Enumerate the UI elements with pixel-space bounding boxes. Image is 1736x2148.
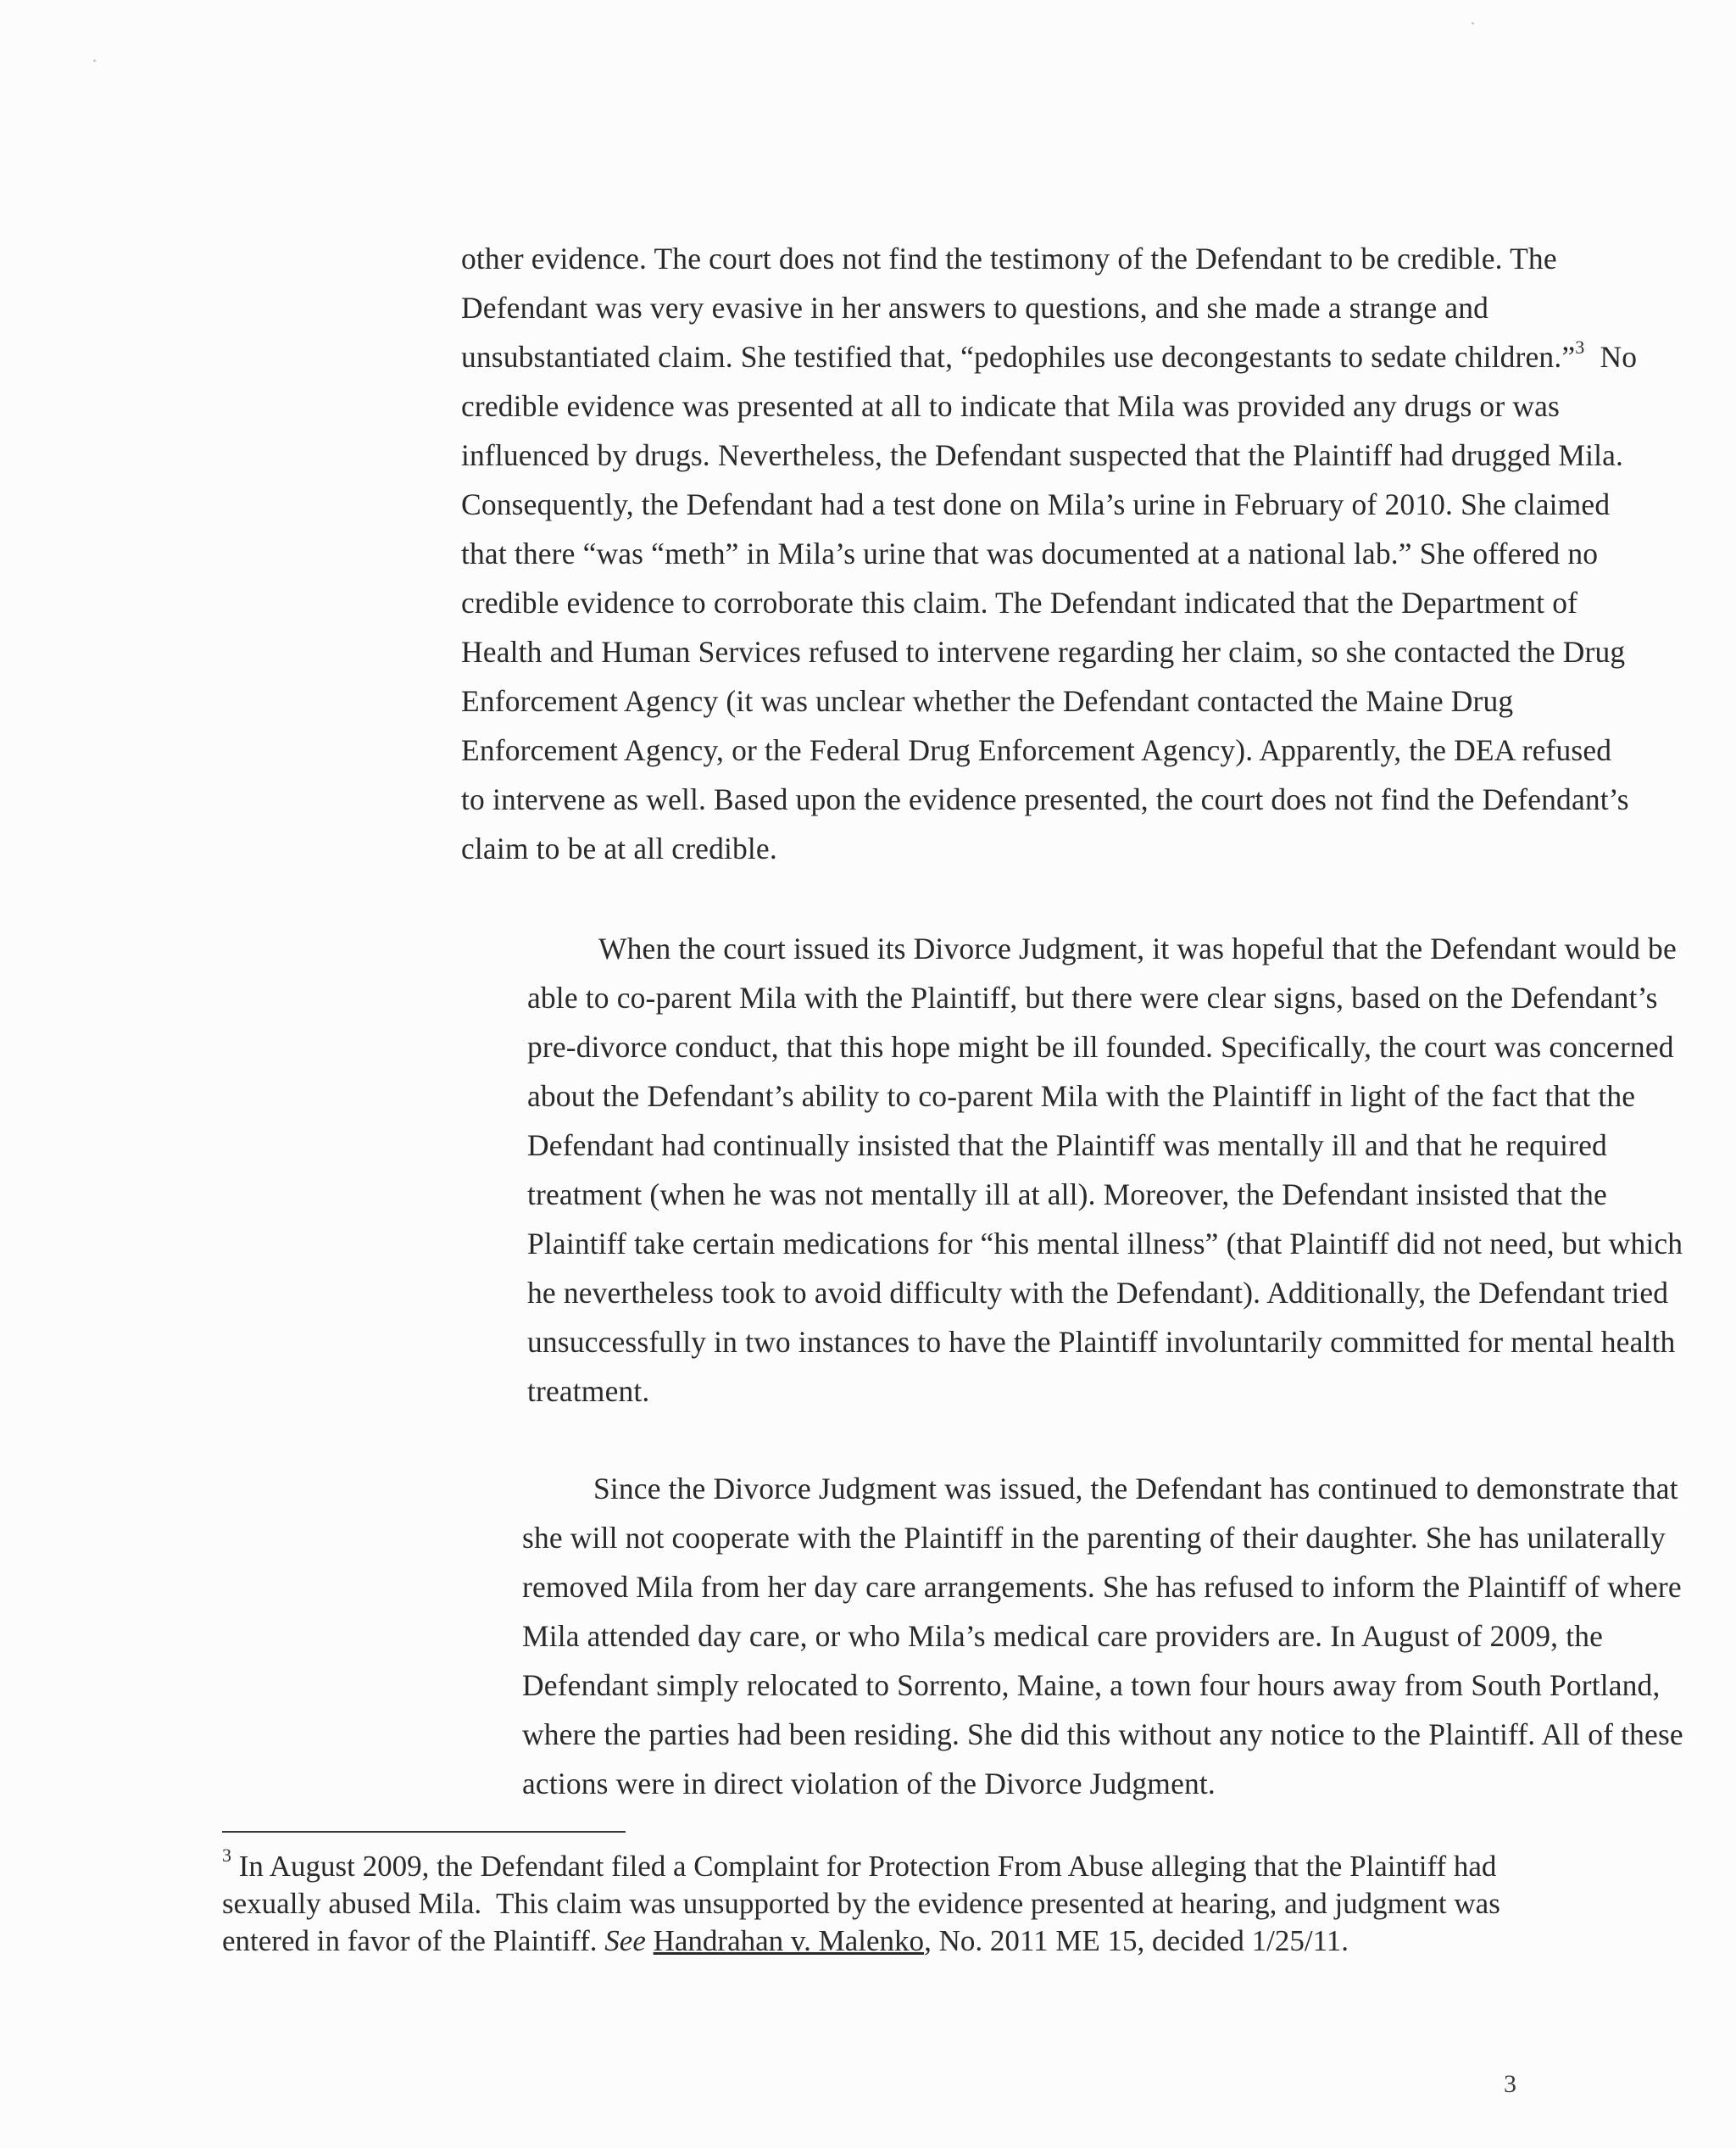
text-line: unsuccessfully in two instances to have the Plaintiff involuntarily committed for mental health [527, 1325, 1676, 1359]
text-line: Defendant simply relocated to Sorrento, Maine, a town four hours away from South Portland, [522, 1668, 1661, 1702]
paragraph-3 [451, 1464, 1736, 1808]
text-line: credible evidence to corroborate this claim. The Defendant indicated that the Department of [461, 586, 1578, 620]
text-line: Health and Human Services refused to intervene regarding her claim, so she contacted the Drug [461, 635, 1626, 669]
text-line: claim to be at all credible. [461, 832, 777, 865]
footnote-divider [222, 1831, 626, 1833]
text-line: about the Defendant’s ability to co-parent Mila with the Plaintiff in light of the fact that the [527, 1079, 1636, 1113]
text-line [461, 332, 1736, 381]
text-line: to intervene as well. Based upon the evidence presented, the court does not find the Defendant’s [461, 782, 1629, 816]
text-segment: unsubstantiated claim. She testified that, “pedophiles use decongestants to sedate children.” [461, 340, 1576, 374]
footnote-reference[interactable]: 3 [1575, 337, 1585, 359]
scan-speck [1472, 22, 1474, 25]
text-line: Enforcement Agency, or the Federal Drug Enforcement Agency). Apparently, the DEA refused [461, 733, 1612, 767]
text-line: Since the Divorce Judgment was issued, the Defendant has continued to demonstrate that [593, 1472, 1678, 1505]
text-line: other evidence. The court does not find the testimony of the Defendant to be credible. The [461, 242, 1557, 275]
text-line: credible evidence was presented at all to indicate that Mila was provided any drugs or was [461, 389, 1560, 423]
footnote-number: 3 [222, 1845, 231, 1867]
text-line: Defendant had continually insisted that the Plaintiff was mentally ill and that he required [527, 1128, 1607, 1162]
paragraph-2 [456, 924, 1736, 1416]
text-line: influenced by drugs. Nevertheless, the Defendant suspected that the Plaintiff had drugged Mila. [461, 438, 1624, 472]
text-segment: No [1584, 340, 1638, 374]
text-line: she will not cooperate with the Plaintiff in the parenting of their daughter. She has unilaterally [522, 1521, 1666, 1555]
text-line: pre-divorce conduct, that this hope might be ill founded. Specifically, the court was concerned [527, 1030, 1674, 1064]
scan-speck [93, 59, 96, 62]
text-line: Defendant was very evasive in her answers to questions, and she made a strange and [461, 291, 1489, 325]
text-line: treatment. [527, 1374, 650, 1408]
citation-signal: See [604, 1924, 646, 1957]
text-line: he nevertheless took to avoid difficulty with the Defendant). Additionally, the Defendant tried [527, 1276, 1669, 1310]
paragraph-1 [461, 234, 1736, 873]
text-line: When the court issued its Divorce Judgment, it was hopeful that the Defendant would be [598, 932, 1677, 965]
page-number: 3 [1504, 2070, 1516, 2098]
text-line: that there “was “meth” in Mila’s urine that was documented at a national lab.” She offered no [461, 537, 1599, 570]
case-citation: Handrahan v. Malenko [653, 1924, 925, 1957]
footnote-text: In August 2009, the Defendant filed a Complaint for Protection From Abuse alleging that the Plaintiff had sexually abused Mila. This claim was unsupported by the evidence presented at hearing, and judgment was entered in favor of the Plaintiff. [222, 1850, 1508, 1957]
text-line: treatment (when he was not mentally ill at all). Moreover, the Defendant insisted that the [527, 1177, 1607, 1211]
text-line: Mila attended day care, or who Mila’s medical care providers are. In August of 2009, the [522, 1619, 1604, 1653]
text-line: Enforcement Agency (it was unclear whether the Defendant contacted the Maine Drug [461, 684, 1514, 718]
footnote-text-end: , No. 2011 ME 15, decided 1/25/11. [924, 1924, 1349, 1957]
text-line: actions were in direct violation of the Divorce Judgment. [522, 1767, 1216, 1800]
text-line: Plaintiff take certain medications for “his mental illness” (that Plaintiff did not need, but which [527, 1227, 1683, 1260]
text-line: able to co-parent Mila with the Plaintiff, but there were clear signs, based on the Defendant’s [527, 981, 1658, 1015]
text-line: Consequently, the Defendant had a test done on Mila’s urine in February of 2010. She claimed [461, 487, 1611, 521]
text-line: removed Mila from her day care arrangements. She has refused to inform the Plaintiff of where [522, 1570, 1682, 1604]
footnote [222, 1845, 1527, 1960]
text-line: where the parties had been residing. She did this without any notice to the Plaintiff. All of these [522, 1717, 1683, 1751]
